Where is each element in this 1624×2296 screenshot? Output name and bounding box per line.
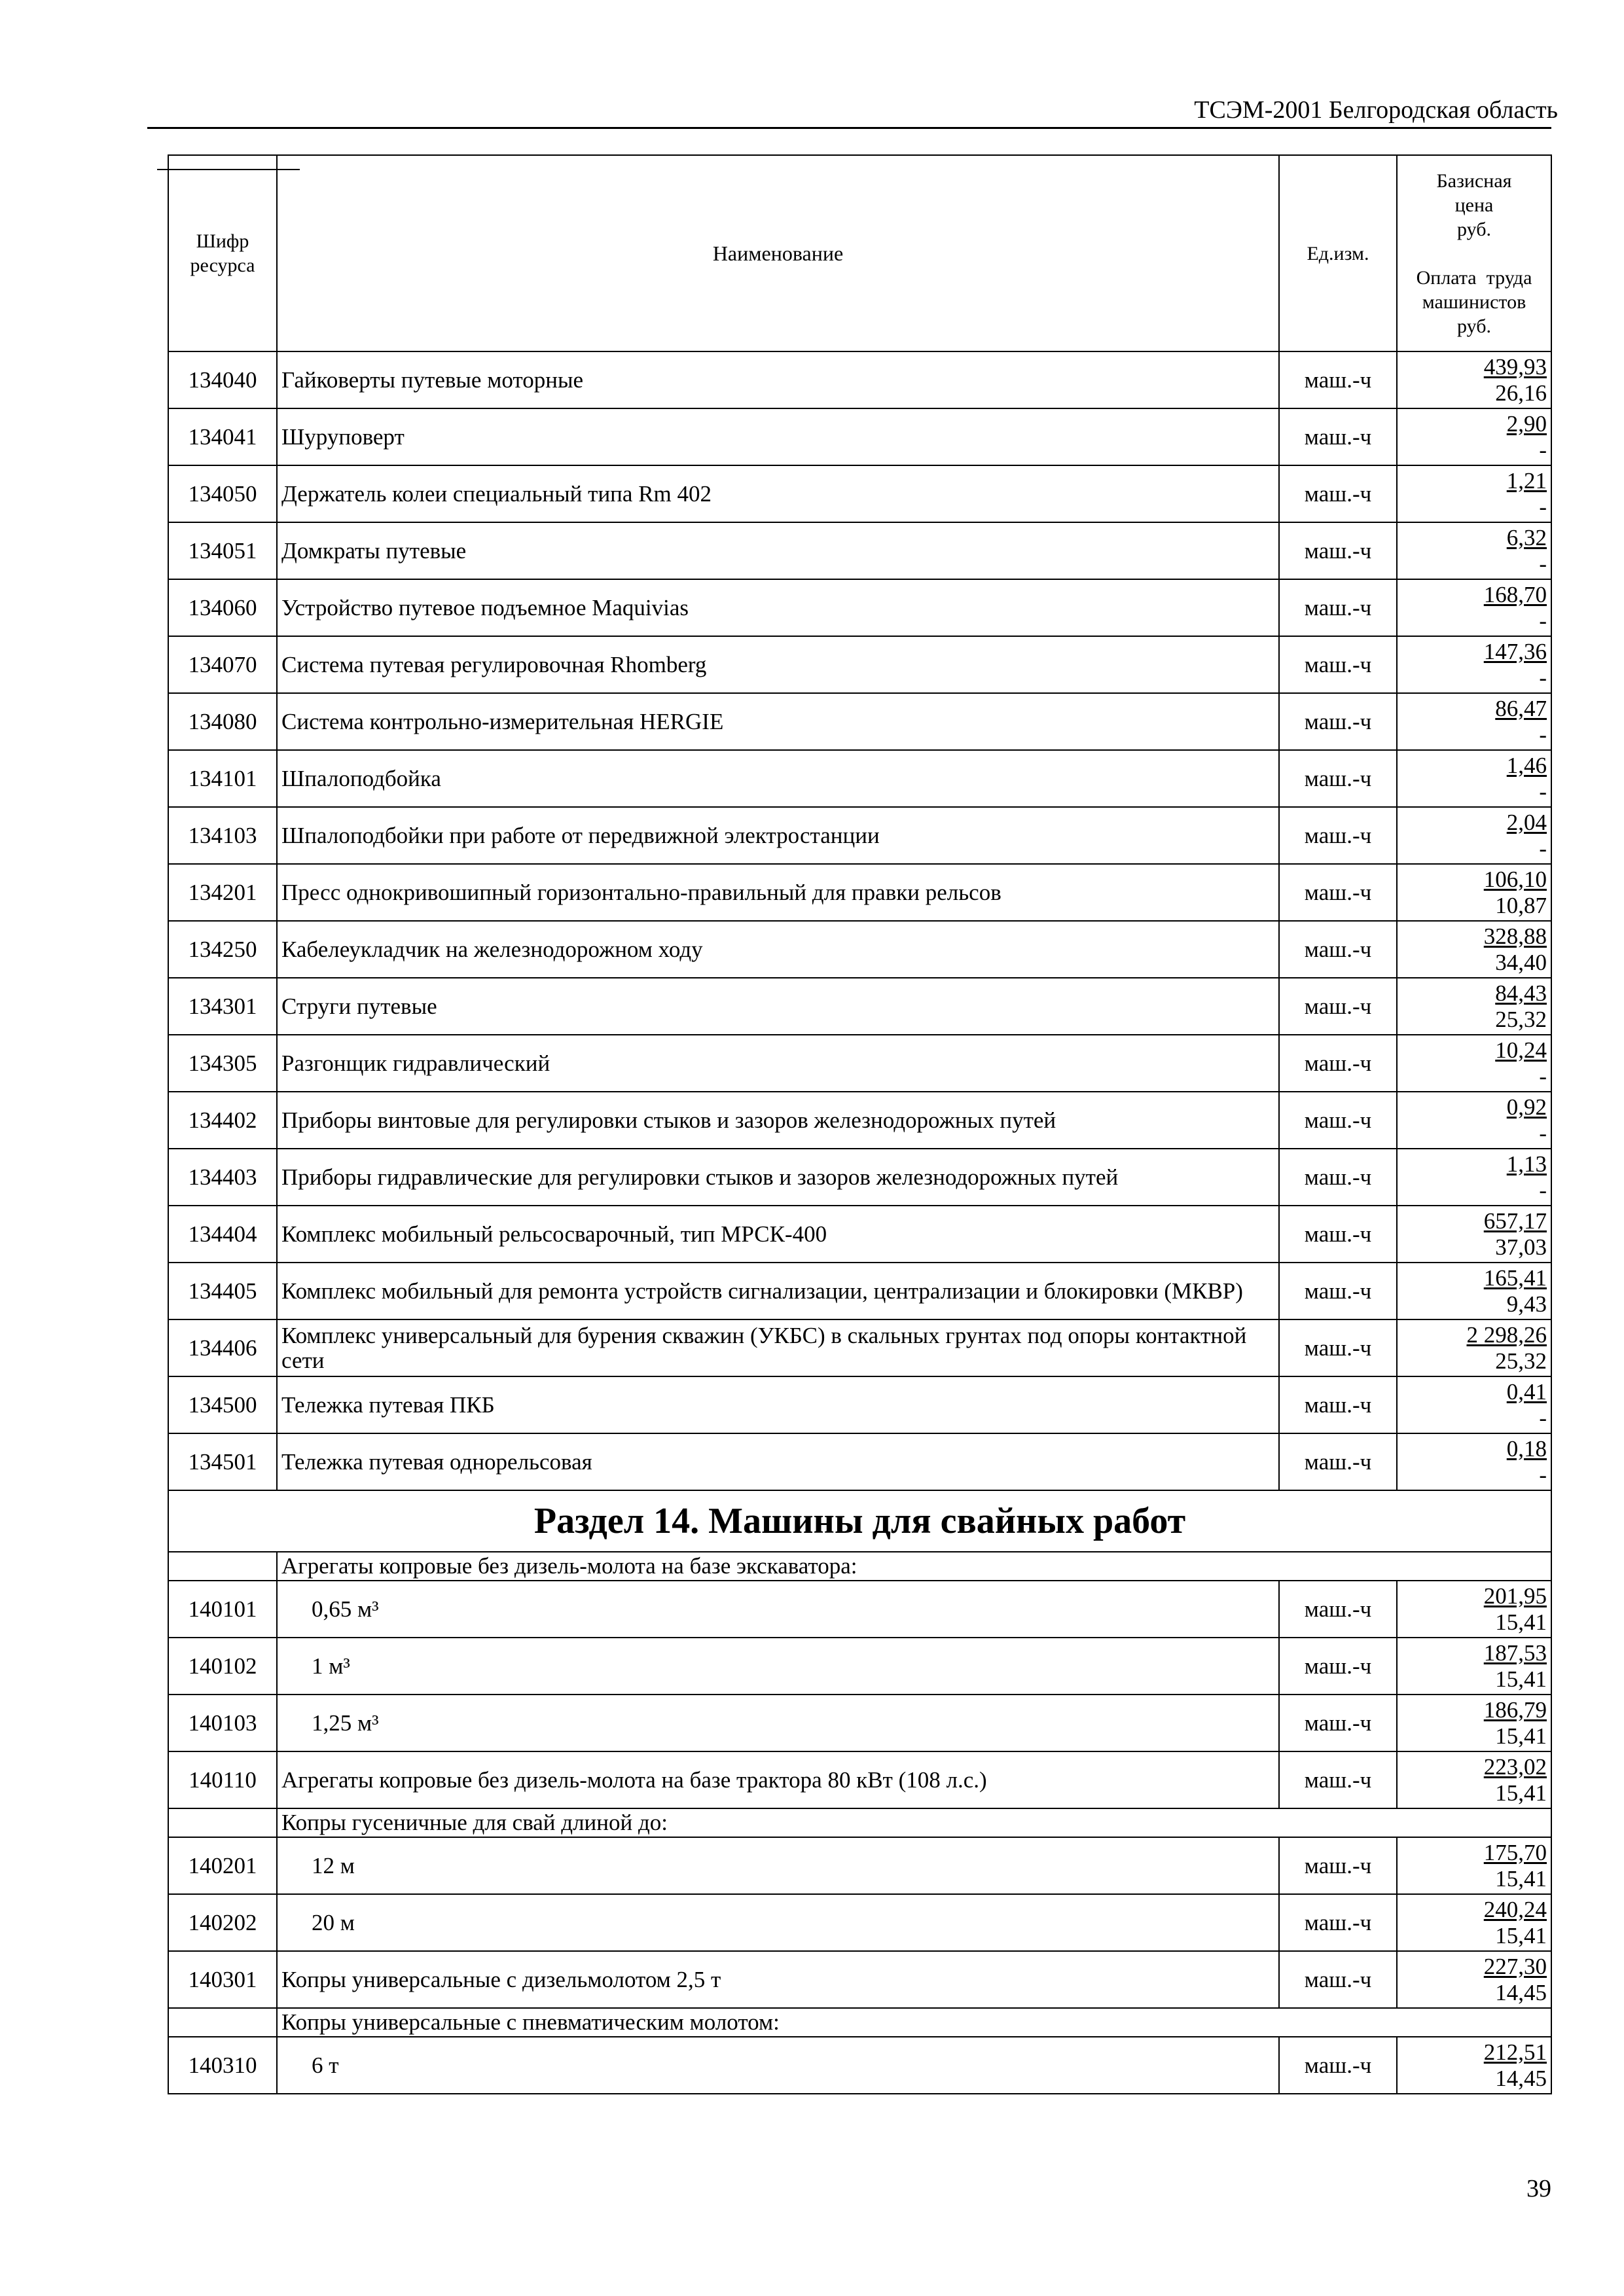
table-row [168, 750, 1551, 807]
operator-labor-cost: - [1539, 835, 1547, 861]
table-row [168, 2037, 1551, 2094]
table-row [168, 465, 1551, 522]
table-row [168, 579, 1551, 636]
unit-of-measure: маш.-ч [1279, 1581, 1397, 1638]
resource-code: 134501 [168, 1433, 277, 1490]
operator-labor-cost: 34,40 [1495, 949, 1547, 975]
operator-labor-cost: - [1539, 1405, 1547, 1431]
operator-labor-cost: - [1539, 437, 1547, 463]
price-cell [1397, 1319, 1551, 1376]
unit-of-measure: маш.-ч [1279, 864, 1397, 921]
price-cell [1397, 807, 1551, 864]
table-row [168, 978, 1551, 1035]
operator-labor-cost: 26,16 [1495, 380, 1547, 406]
table-row [168, 1206, 1551, 1263]
table-row [168, 636, 1551, 693]
operator-labor-cost: 15,41 [1495, 1723, 1547, 1749]
operator-labor-cost: 37,03 [1495, 1234, 1547, 1260]
resource-name: Держатель колеи специальный типа Rm 402 [277, 465, 1279, 522]
resource-name: Домкраты путевые [277, 522, 1279, 579]
unit-of-measure: маш.-ч [1279, 1751, 1397, 1808]
table-row [168, 1581, 1551, 1638]
resource-name: Шпалоподбойки при работе от передвижной электростанции [277, 807, 1279, 864]
unit-of-measure: маш.-ч [1279, 1092, 1397, 1149]
resource-name: Приборы винтовые для регулировки стыков и зазоров железнодорожных путей [277, 1092, 1279, 1149]
table-row [168, 351, 1551, 408]
unit-of-measure: маш.-ч [1279, 408, 1397, 465]
base-price: 168,70 [1483, 581, 1547, 607]
resource-name: 0,65 м³ [277, 1581, 1279, 1638]
resource-code: 134060 [168, 579, 277, 636]
unit-of-measure: маш.-ч [1279, 1837, 1397, 1894]
base-price: 227,30 [1483, 1953, 1547, 1979]
group-heading: Копры гусеничные для свай длиной до: [277, 1808, 1551, 1837]
table-row [168, 921, 1551, 978]
column-header-code: Шифр ресурса [168, 155, 277, 351]
table-row [168, 1149, 1551, 1206]
section-heading-row [168, 1490, 1551, 1552]
page-number: 39 [1526, 2175, 1551, 2202]
unit-of-measure: маш.-ч [1279, 1376, 1397, 1433]
unit-of-measure: маш.-ч [1279, 1319, 1397, 1376]
operator-labor-cost: 14,45 [1495, 2065, 1547, 2091]
price-cell [1397, 978, 1551, 1035]
base-price: 0,92 [1506, 1094, 1547, 1120]
price-cell [1397, 465, 1551, 522]
base-price: 86,47 [1495, 695, 1547, 721]
resource-code: 134201 [168, 864, 277, 921]
operator-labor-cost: - [1539, 493, 1547, 520]
price-cell [1397, 579, 1551, 636]
operator-labor-cost: - [1539, 778, 1547, 804]
base-price: 187,53 [1483, 1640, 1547, 1666]
resource-name: Комплекс мобильный рельсосварочный, тип МРСК-400 [277, 1206, 1279, 1263]
operator-labor-cost: 15,41 [1495, 1609, 1547, 1635]
group-heading-row [168, 2008, 1551, 2037]
resource-code: 140103 [168, 1695, 277, 1751]
resource-name: Комплекс мобильный для ремонта устройств сигнализации, централизации и блокировки (МКВР) [277, 1263, 1279, 1319]
resource-name: Копры универсальные с дизельмолотом 2,5 т [277, 1951, 1279, 2008]
price-cell [1397, 2037, 1551, 2094]
base-price: 212,51 [1483, 2039, 1547, 2065]
resource-name: Кабелеукладчик на железнодорожном ходу [277, 921, 1279, 978]
resource-code: 134305 [168, 1035, 277, 1092]
unit-of-measure: маш.-ч [1279, 1433, 1397, 1490]
resource-code: 140301 [168, 1951, 277, 2008]
operator-labor-cost: 15,41 [1495, 1922, 1547, 1948]
price-cell [1397, 1695, 1551, 1751]
group-heading-row [168, 1808, 1551, 1837]
resource-code: 134405 [168, 1263, 277, 1319]
base-price: 1,21 [1506, 467, 1547, 493]
group-heading: Копры универсальные с пневматическим молотом: [277, 2008, 1551, 2037]
header-rule [147, 127, 1551, 129]
table-row [168, 1751, 1551, 1808]
resource-code: 134402 [168, 1092, 277, 1149]
base-price: 106,10 [1483, 866, 1547, 892]
price-cell [1397, 1581, 1551, 1638]
resource-code: 134041 [168, 408, 277, 465]
unit-of-measure: маш.-ч [1279, 693, 1397, 750]
price-cell [1397, 522, 1551, 579]
unit-of-measure: маш.-ч [1279, 807, 1397, 864]
table-row [168, 1837, 1551, 1894]
price-cell [1397, 1376, 1551, 1433]
resource-code: 134301 [168, 978, 277, 1035]
unit-of-measure: маш.-ч [1279, 2037, 1397, 2094]
price-cell [1397, 1263, 1551, 1319]
operator-labor-cost: 15,41 [1495, 1865, 1547, 1892]
resource-name: Шуруповерт [277, 408, 1279, 465]
resource-code: 140201 [168, 1837, 277, 1894]
resource-name: 20 м [277, 1894, 1279, 1951]
operator-labor-cost: 10,87 [1495, 892, 1547, 918]
unit-of-measure: маш.-ч [1279, 1951, 1397, 2008]
base-price: 147,36 [1483, 638, 1547, 664]
base-price: 2 298,26 [1466, 1321, 1547, 1348]
resource-price-table [168, 154, 1552, 2094]
resource-code: 134051 [168, 522, 277, 579]
unit-of-measure: маш.-ч [1279, 1894, 1397, 1951]
operator-labor-cost: - [1539, 721, 1547, 747]
table-row [168, 807, 1551, 864]
resource-code: 134103 [168, 807, 277, 864]
base-price: 201,95 [1483, 1583, 1547, 1609]
base-price: 328,88 [1483, 923, 1547, 949]
table-row [168, 1319, 1551, 1376]
resource-name: Устройство путевое подъемное Maquivias [277, 579, 1279, 636]
resource-code: 140310 [168, 2037, 277, 2094]
price-cell [1397, 1206, 1551, 1263]
unit-of-measure: маш.-ч [1279, 1206, 1397, 1263]
resource-code: 134070 [168, 636, 277, 693]
price-cell [1397, 1751, 1551, 1808]
base-price: 0,18 [1506, 1435, 1547, 1462]
group-code-empty [168, 1808, 277, 1837]
column-header-name: Наименование [277, 155, 1279, 351]
operator-labor-cost: - [1539, 1063, 1547, 1089]
unit-of-measure: маш.-ч [1279, 750, 1397, 807]
resource-code: 134403 [168, 1149, 277, 1206]
resource-code: 134500 [168, 1376, 277, 1433]
column-header-price: Базисная цена руб. Оплата труда машинистов руб. [1397, 155, 1551, 351]
document-header-title: ТСЭМ-2001 Белгородская область [1194, 96, 1558, 124]
table-row [168, 1638, 1551, 1695]
resource-code: 134080 [168, 693, 277, 750]
table-row [168, 1376, 1551, 1433]
resource-name: 1 м³ [277, 1638, 1279, 1695]
resource-code: 134040 [168, 351, 277, 408]
resource-name: Струги путевые [277, 978, 1279, 1035]
resource-name: Комплекс универсальный для бурения скважин (УКБС) в скальных грунтах под опоры контактной сети [277, 1319, 1279, 1376]
price-cell [1397, 750, 1551, 807]
base-price: 175,70 [1483, 1839, 1547, 1865]
resource-code: 134406 [168, 1319, 277, 1376]
unit-of-measure: маш.-ч [1279, 636, 1397, 693]
price-cell [1397, 1894, 1551, 1951]
operator-labor-cost: 15,41 [1495, 1666, 1547, 1692]
resource-name: Система путевая регулировочная Rhomberg [277, 636, 1279, 693]
operator-labor-cost: - [1539, 664, 1547, 691]
operator-labor-cost: - [1539, 1120, 1547, 1146]
group-heading: Агрегаты копровые без дизель-молота на базе экскаватора: [277, 1552, 1551, 1581]
resource-name: 12 м [277, 1837, 1279, 1894]
price-cell [1397, 1837, 1551, 1894]
unit-of-measure: маш.-ч [1279, 1638, 1397, 1695]
table-header-row [168, 155, 1551, 351]
table-row [168, 864, 1551, 921]
column-header-unit: Ед.изм. [1279, 155, 1397, 351]
section-title: Раздел 14. Машины для свайных работ [168, 1490, 1551, 1552]
resource-name: Разгонщик гидравлический [277, 1035, 1279, 1092]
price-cell [1397, 1092, 1551, 1149]
base-price: 165,41 [1483, 1265, 1547, 1291]
table-row [168, 1894, 1551, 1951]
resource-code: 134050 [168, 465, 277, 522]
operator-labor-cost: 25,32 [1495, 1348, 1547, 1374]
resource-name: 6 т [277, 2037, 1279, 2094]
base-price: 10,24 [1495, 1037, 1547, 1063]
table-row [168, 693, 1551, 750]
operator-labor-cost: - [1539, 1177, 1547, 1203]
base-price: 439,93 [1483, 353, 1547, 380]
resource-name: Шпалоподбойка [277, 750, 1279, 807]
price-cell [1397, 408, 1551, 465]
table-row [168, 1951, 1551, 2008]
unit-of-measure: маш.-ч [1279, 351, 1397, 408]
resource-name: Гайковерты путевые моторные [277, 351, 1279, 408]
operator-labor-cost: 14,45 [1495, 1979, 1547, 2005]
unit-of-measure: маш.-ч [1279, 465, 1397, 522]
table-row [168, 1035, 1551, 1092]
price-cell [1397, 636, 1551, 693]
resource-name: Агрегаты копровые без дизель-молота на базе трактора 80 кВт (108 л.с.) [277, 1751, 1279, 1808]
table-row [168, 1263, 1551, 1319]
group-code-empty [168, 2008, 277, 2037]
operator-labor-cost: - [1539, 550, 1547, 577]
resource-name: Тележка путевая ПКБ [277, 1376, 1279, 1433]
base-price: 2,04 [1506, 809, 1547, 835]
resource-name: Система контрольно-измерительная HERGIE [277, 693, 1279, 750]
group-heading-row [168, 1552, 1551, 1581]
base-price: 6,32 [1506, 524, 1547, 550]
group-code-empty [168, 1552, 277, 1581]
table-row [168, 408, 1551, 465]
resource-name: Приборы гидравлические для регулировки стыков и зазоров железнодорожных путей [277, 1149, 1279, 1206]
resource-code: 134101 [168, 750, 277, 807]
resource-code: 140110 [168, 1751, 277, 1808]
unit-of-measure: маш.-ч [1279, 1695, 1397, 1751]
price-cell [1397, 1638, 1551, 1695]
base-price: 0,41 [1506, 1378, 1547, 1405]
unit-of-measure: маш.-ч [1279, 1149, 1397, 1206]
operator-labor-cost: - [1539, 1462, 1547, 1488]
resource-code: 140101 [168, 1581, 277, 1638]
unit-of-measure: маш.-ч [1279, 1263, 1397, 1319]
operator-labor-cost: 25,32 [1495, 1006, 1547, 1032]
resource-name: Пресс однокривошипный горизонтально-правильный для правки рельсов [277, 864, 1279, 921]
price-cell [1397, 693, 1551, 750]
operator-labor-cost: 9,43 [1506, 1291, 1547, 1317]
price-cell [1397, 864, 1551, 921]
resource-code: 140102 [168, 1638, 277, 1695]
unit-of-measure: маш.-ч [1279, 579, 1397, 636]
base-price: 223,02 [1483, 1753, 1547, 1780]
base-price: 84,43 [1495, 980, 1547, 1006]
price-cell [1397, 1035, 1551, 1092]
price-cell [1397, 1433, 1551, 1490]
resource-code: 140202 [168, 1894, 277, 1951]
operator-labor-cost: 15,41 [1495, 1780, 1547, 1806]
base-price: 2,90 [1506, 410, 1547, 437]
operator-labor-cost: - [1539, 607, 1547, 634]
table-row [168, 1695, 1551, 1751]
price-cell [1397, 351, 1551, 408]
resource-code: 134404 [168, 1206, 277, 1263]
price-cell [1397, 921, 1551, 978]
unit-of-measure: маш.-ч [1279, 522, 1397, 579]
unit-of-measure: маш.-ч [1279, 978, 1397, 1035]
price-cell [1397, 1149, 1551, 1206]
resource-name: Тележка путевая однорельсовая [277, 1433, 1279, 1490]
price-cell [1397, 1951, 1551, 2008]
base-price: 1,13 [1506, 1151, 1547, 1177]
base-price: 240,24 [1483, 1896, 1547, 1922]
base-price: 186,79 [1483, 1696, 1547, 1723]
base-price: 657,17 [1483, 1208, 1547, 1234]
resource-name: 1,25 м³ [277, 1695, 1279, 1751]
unit-of-measure: маш.-ч [1279, 1035, 1397, 1092]
base-price: 1,46 [1506, 752, 1547, 778]
resource-code: 134250 [168, 921, 277, 978]
unit-of-measure: маш.-ч [1279, 921, 1397, 978]
table-row [168, 1433, 1551, 1490]
table-row [168, 522, 1551, 579]
table-row [168, 1092, 1551, 1149]
